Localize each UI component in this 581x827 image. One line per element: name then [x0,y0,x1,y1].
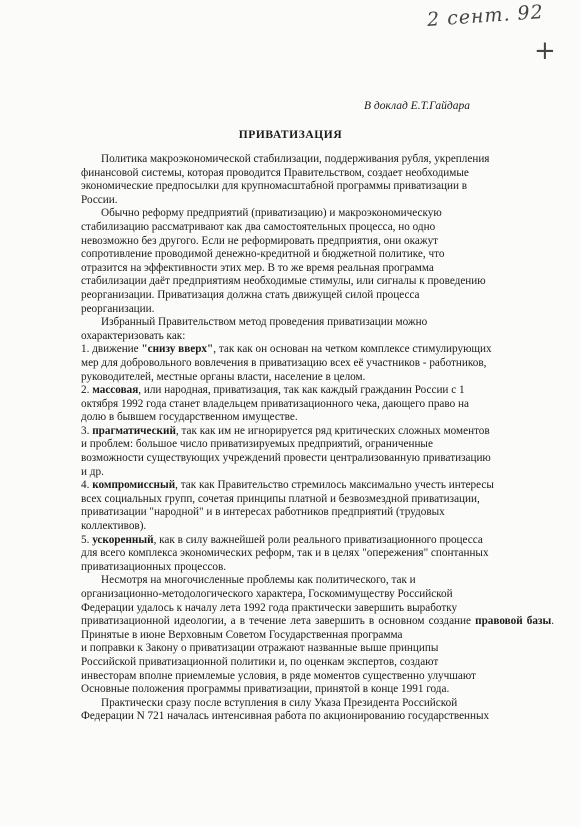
paragraph-text: Избранный Правительством метод проведения приватизации можно охарактеризовать как: [81,316,428,342]
handwritten-date-note: 2 сент. 92 [426,0,545,32]
list-number: 2. [81,384,93,397]
handwritten-cross-mark: + [534,36,557,66]
paragraph-method [81,316,554,343]
list-keyword: массовая [92,384,139,397]
list-text: , как в силу важнейшей роли реального приватизационного процесса для всего комплекса экономических реформ, так и в целях "опережения" спонтанных приватизационных процессов. [81,533,489,573]
paragraph-legal-base [81,574,554,696]
list-text: , или народная, приватизация, так как каждый гражданин России с 1 октября 1992 года станет владельцем приватизационного чека, дающего право на долю в бывшем государственном имуществе. [81,384,469,424]
paragraph-keyword: правовой базы [475,615,552,628]
list-number: 3. [81,424,93,437]
list-item-1 [81,343,554,384]
paragraph-text: Несмотря на многочисленные проблемы как политического, так и организационно-методологического характера, Госкомимуществу Российской Федерации удалось к началу лета 1992 года практически завершить выработку приватизационной идеологии, а в течение лета завершить в основном создание [81,574,471,628]
paragraph-text: Политика макроэкономической стабилизации, поддерживания рубля, укрепления финансовой системы, которая проводится Правительством, создает необходимые экономические предпосылки для крупномасштабной программы приватизации в России. [81,153,490,206]
list-number: 4. [81,479,93,492]
dedication-line: В доклад Е.Т.Гайдара [364,100,470,112]
list-text: , так как им не игнорируется ряд критических сложных моментов и проблем: большое число приватизируемых предприятий, ограниченные возможности существующих учреждений провести централизованную приватизацию и др. [81,424,491,478]
list-item-4 [81,479,554,533]
list-number: 1. движение [81,343,142,356]
list-keyword: "снизу вверх" [141,343,214,356]
document-body [81,153,554,724]
list-number: 5. [81,533,93,546]
paragraph-intro [81,153,554,207]
list-keyword: прагматический [92,424,176,437]
document-title: ПРИВАТИЗАЦИЯ [238,129,343,141]
list-text: , так как он основан на четком комплексе стимулирующих мер для добровольного вовлечения в приватизацию всех её участников - работников, руководителей, местные органы власти, население в целом. [81,343,492,383]
list-keyword: компромиссный [92,479,176,492]
paragraph-text: Обычно реформу предприятий (приватизацию) и макроэкономическую стабилизацию рассматривают как два самостоятельных процесса, но одно невозможно без другого. Если не реформировать предприятия, они окажут сопротивление проводимой денежно-кредитной и бюджетной политике, что отразится на эффективности этих мер. В то же время реальная программа стабилизации даёт предприятиям необходимые стимулы, или сигналы к проведению реорганизации. Приватизация должна стать движущей силой процесса реорганизации. [81,207,486,315]
paragraph-text-after: . Принятые в июне Верховным Советом Государственная программа и поправки к Закону о приватизации отражают названные выше принципы Российской приватизационной политики и, по оценкам экспертов, создают инвесторам вполне приемлемые условия, в ряде моментов существенно улучшают Основные положения программы приватизации, принятой в конце 1991 года. [81,615,555,696]
list-item-5 [81,534,554,575]
list-text: , так как Правительство стремилось максимально учесть интересы всех социальных групп, сочетая принципы платной и безвозмездной приватизации, приватизации "народной" и в интересах работников предприятий (трудовых коллективов). [81,479,494,533]
paragraph-text: Практически сразу после вступления в силу Указа Президента Российской Федерации N 721 началась интенсивная работа по акционированию государственных [81,696,490,723]
list-keyword: ускоренный [92,533,154,546]
paragraph-stabilization [81,207,554,316]
list-item-3 [81,425,554,479]
paragraph-decree [81,697,554,724]
list-item-2 [81,384,554,425]
